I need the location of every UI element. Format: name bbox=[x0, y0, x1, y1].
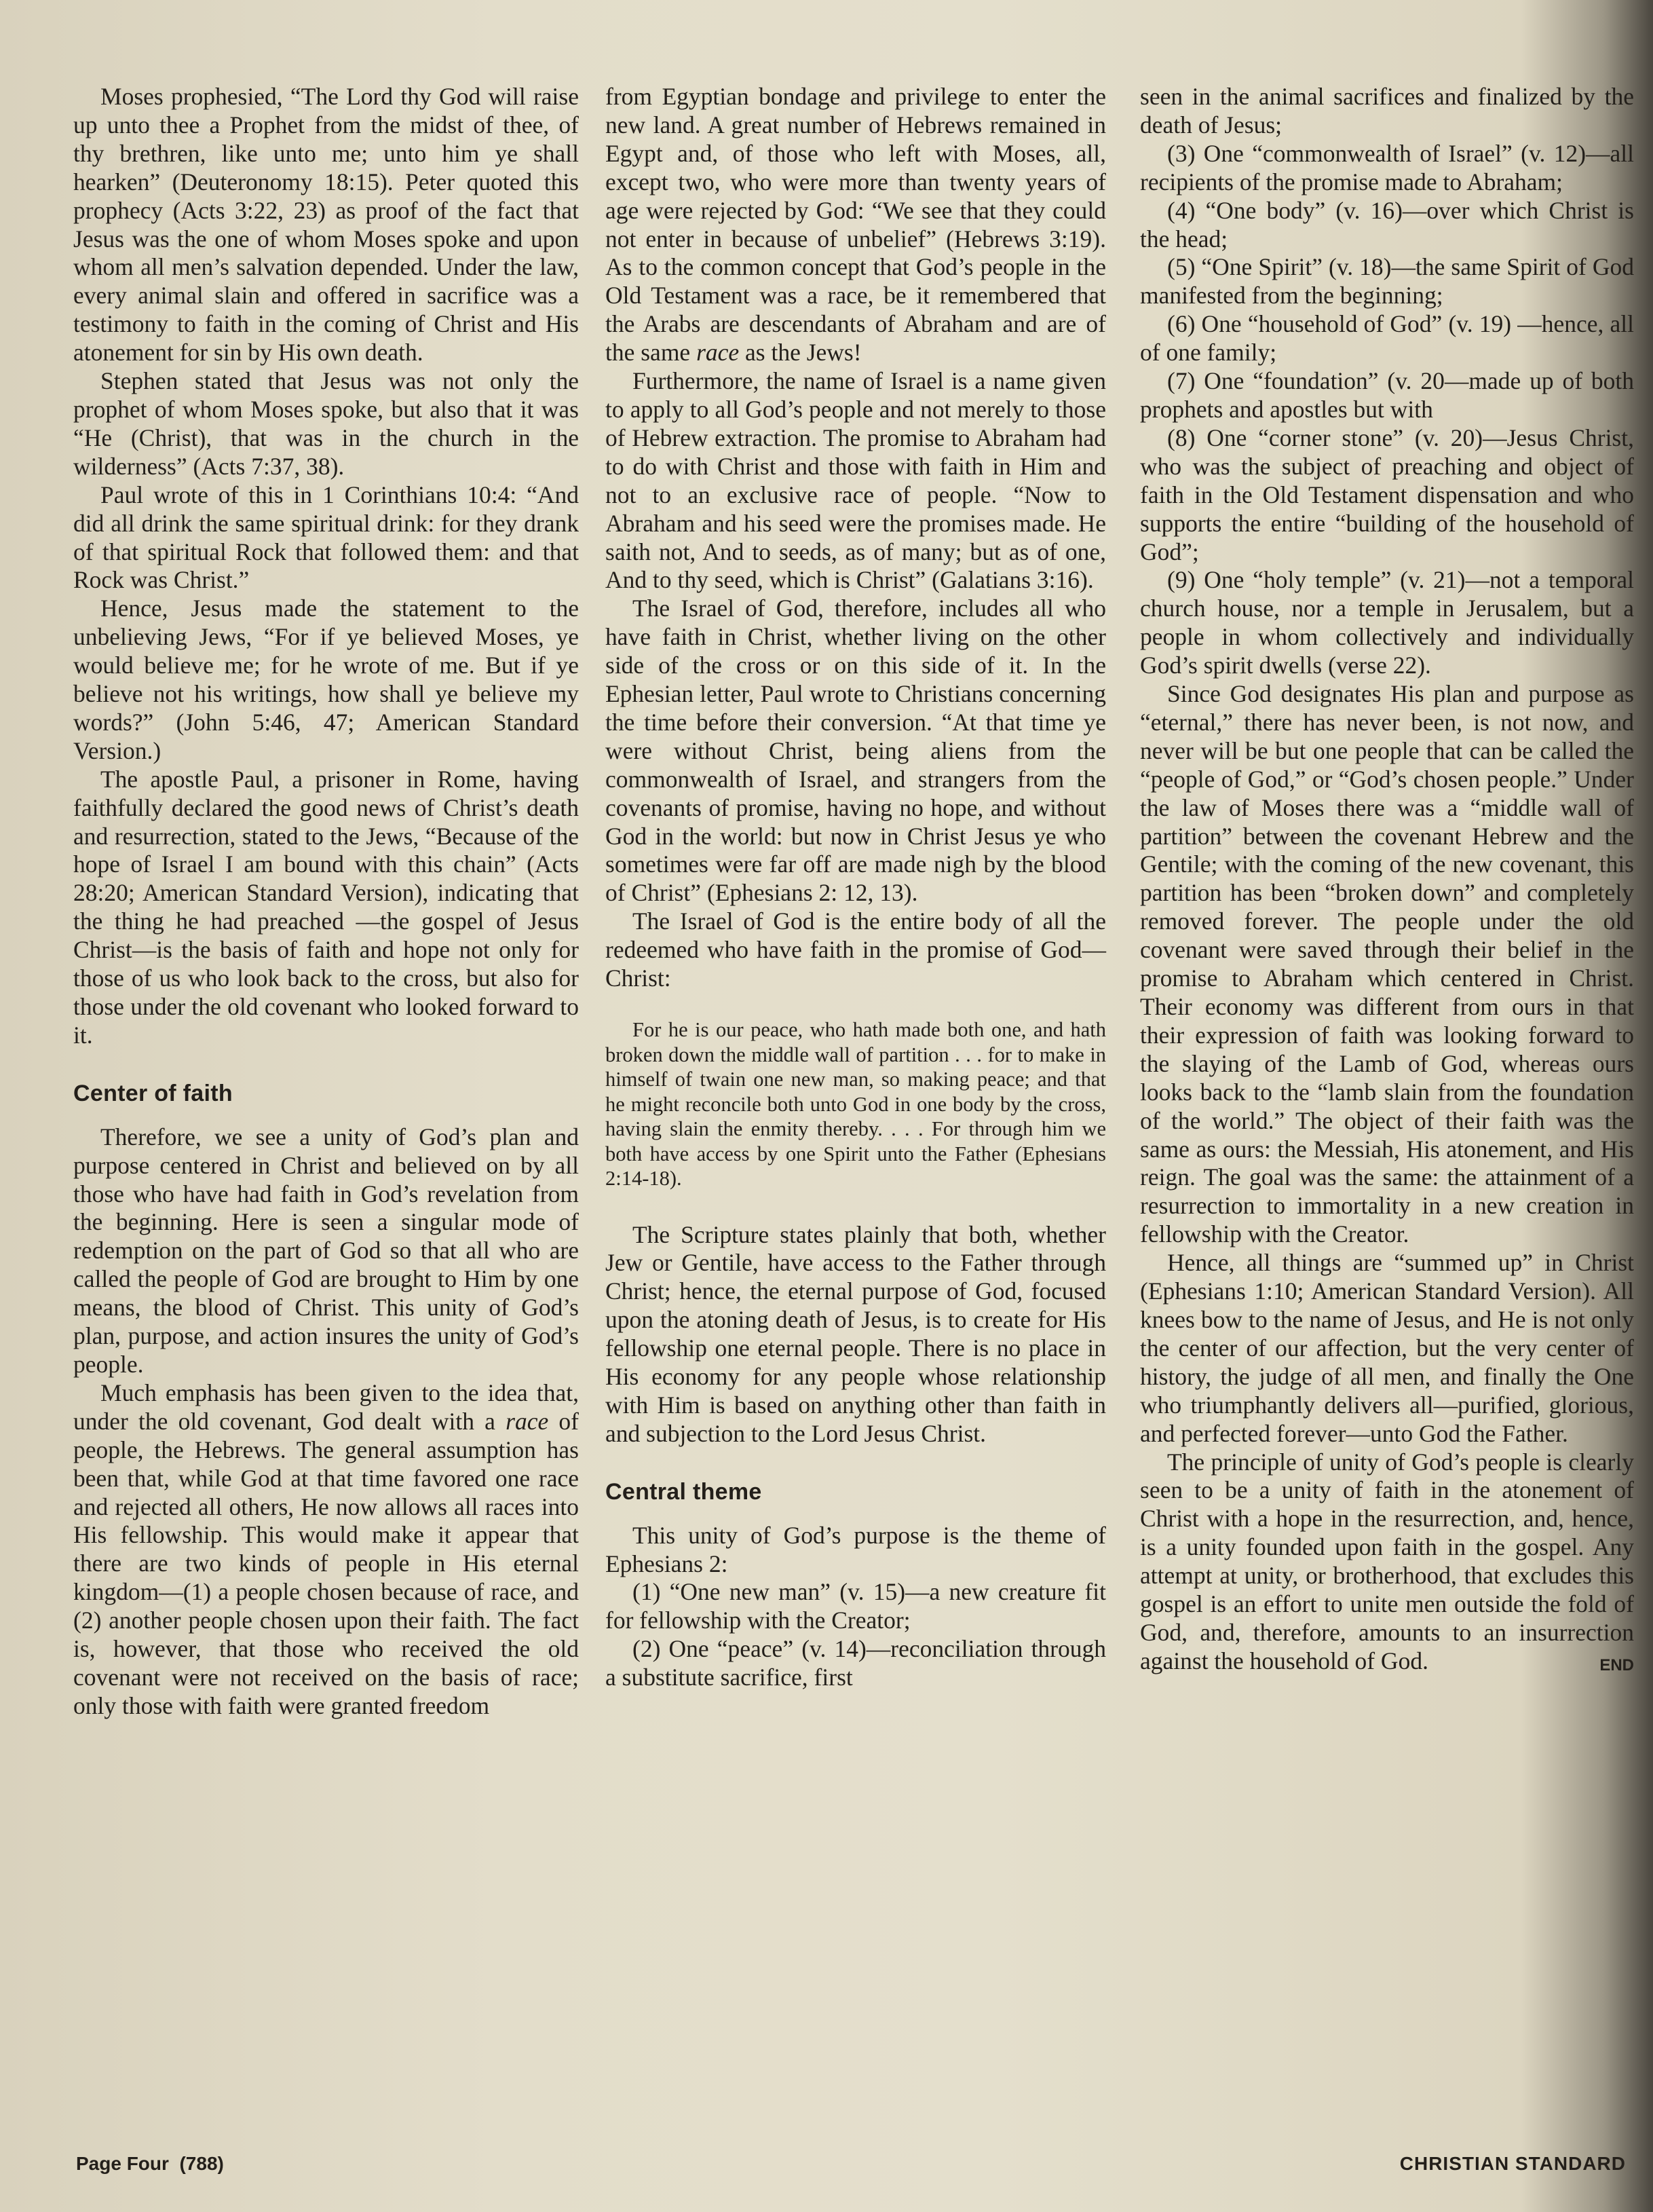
paragraph: This unity of God’s purpose is the theme of Ephesians 2: bbox=[605, 1521, 1106, 1577]
end-mark: END bbox=[1599, 1655, 1634, 1674]
section-heading-center-of-faith: Center of faith bbox=[73, 1080, 233, 1106]
page-number: (788) bbox=[179, 2153, 224, 2174]
paragraph: Stephen stated that Jesus was not only the prophet of whom Moses spoke, but also that it was “He (Christ), that was in the church in the wilderness” (Acts 7:37, 38). bbox=[73, 367, 579, 480]
paragraph: The Scripture states plainly that both, whether Jew or Gentile, have access to the Father through Christ; hence, the eternal purpose of God, focused upon the atoning death of Jesus, is to create for His fellowship one eternal people. There is no place in His economy for any people whose relationship with Him is based on anything other than faith in and subjection to the Lord Jesus Christ. bbox=[605, 1220, 1106, 1447]
paragraph: (7) One “foundation” (v. 20—made up of both prophets and apostles but with bbox=[1140, 367, 1634, 423]
paragraph: Paul wrote of this in 1 Corinthians 10:4: “And did all drink the same spiritual drink: for they drank of that spiritual Rock that followed them: and that Rock was Christ.” bbox=[73, 481, 579, 594]
paragraph: (8) One “corner stone” (v. 20)—Jesus Christ, who was the subject of preaching and object of faith in the Old Testament dispensation and who supports the entire “building of the household of God”; bbox=[1140, 424, 1634, 565]
paragraph: seen in the animal sacrifices and finalized by the death of Jesus; bbox=[1140, 83, 1634, 138]
paragraph: (9) One “holy temple” (v. 21)—not a temporal church house, nor a temple in Jerusalem, but a people in whom collectively and individually God’s spirit dwells (verse 22). bbox=[1140, 566, 1634, 679]
article-column-3 bbox=[1140, 83, 1634, 1680]
section-heading-central-theme: Central theme bbox=[605, 1478, 762, 1505]
emphasis-race: race bbox=[696, 339, 740, 367]
paragraph: (4) “One body” (v. 16)—over which Christ is the head; bbox=[1140, 196, 1634, 252]
paragraph: The Israel of God is the entire body of all the redeemed who have faith in the promise of God—Christ: bbox=[605, 907, 1106, 992]
emphasis-race: race bbox=[506, 1407, 549, 1435]
paragraph bbox=[605, 83, 1106, 367]
publication-name: CHRISTIAN STANDARD bbox=[1399, 2153, 1626, 2174]
page-footer-left bbox=[76, 2153, 224, 2175]
article-column-1 bbox=[73, 83, 579, 1721]
paragraph: Therefore, we see a unity of God’s plan and purpose centered in Christ and believed on by all those who have had faith in God’s revelation from the beginning. Here is seen a singular mode of redemption on the part of God so that all who are called the people of God are brought to Him by one means, the blood of Christ. This unity of God’s plan, purpose, and action insures the unity of God’s people. bbox=[73, 1123, 579, 1378]
text-run: Much emphasis has been given to the idea that, under the old covenant, God dealt with a bbox=[73, 1379, 579, 1435]
paragraph: Hence, all things are “summed up” in Christ (Ephesians 1:10; American Standard Version). All knees bow to the name of Jesus, and He is not only the center of our affection, but the very center of history, the judge of all men, and finally the One who triumphantly delivers all—purified, glorious, and perfected forever—unto God the Father. bbox=[1140, 1249, 1634, 1447]
paragraph: Since God designates His plan and purpose as “eternal,” there has never been, is not now, and never will be but one people that can be called the “people of God,” or “God’s chosen people.” Under the law of Moses there was a “middle wall of partition” between the covenant Hebrew and the Gentile; with the coming of the new covenant, this partition has been “broken down” and completely removed forever. The people under the old covenant were saved through their belief in the promise to Abraham which centered in Christ. Their economy was different from ours in that their expression of faith was looking forward to the slaying of the Lamb of God, whereas ours looks back to the “lamb slain from the foundation of the world.” The object of their faith was the same as ours: the Messiah, His atonement, and His reign. The goal was the same: the attainment of a resurrection to immortality in a new creation in fellowship with the Creator. bbox=[1140, 680, 1634, 1248]
paragraph: Hence, Jesus made the statement to the unbelieving Jews, “For if ye believed Moses, ye would believe me; for he wrote of me. But if ye believe not his writings, how shall ye believe my words?” (John 5:46, 47; American Standard Version.) bbox=[73, 595, 579, 764]
text-run: The principle of unity of God’s people is clearly seen to be a unity of faith in the atonement of Christ with a hope in the resurrection, and, hence, is a unity founded upon faith in the gospel. Any attempt at unity, or brotherhood, that excludes this gospel is an effort to unite men outside the fold of God, and, therefore, amounts to an insurrection against the household of God. bbox=[1140, 1448, 1634, 1674]
paragraph: The apostle Paul, a prisoner in Rome, having faithfully declared the good news of Christ’s death and resurrection, stated to the Jews, “Because of the hope of Israel I am bound with this chain” (Acts 28:20; American Standard Version), indicating that the thing he had preached —the gospel of Jesus Christ—is the basis of faith and hope not only for those of us who look back to the cross, but also for those under the old covenant who looked forward to it. bbox=[73, 765, 579, 1049]
paragraph bbox=[1140, 1448, 1634, 1676]
paragraph bbox=[73, 1379, 579, 1721]
page-label: Page Four bbox=[76, 2153, 169, 2174]
paragraph: (3) One “commonwealth of Israel” (v. 12)—all recipients of the promise made to Abraham; bbox=[1140, 139, 1634, 195]
text-run: of people, the Hebrews. The general assumption has been that, while God at that time favored one race and rejected all others, He now allows all races into His fellowship. This would make it appear that there are two kinds of people in His eternal kingdom—(1) a people chosen because of race, and (2) another people chosen upon their faith. The fact is, however, that those who received the old covenant were not received on the basis of race; only those with faith were granted freedom bbox=[73, 1407, 579, 1719]
paragraph: Moses prophesied, “The Lord thy God will raise up unto thee a Prophet from the midst of thee, of thy brethren, like unto me; unto him ye shall hearken” (Deuteronomy 18:15). Peter quoted this prophecy (Acts 3:22, 23) as proof of the fact that Jesus was the one of whom Moses spoke and upon whom all men’s salvation depended. Under the law, every animal slain and offered in sacrifice was a testimony to faith in the coming of Christ and His atonement for sin by His own death. bbox=[73, 83, 579, 367]
text-run: from Egyptian bondage and privilege to enter the new land. A great number of Hebrews remained in Egypt and, of those who left with Moses, all, except two, who were more than twenty years of age were rejected by God: “We see that they could not enter in because of unbelief” (Hebrews 3:19). As to the common concept that God’s people in the Old Testament was a race, be it remembered that the Arabs are descendants of Abraham and are of the same bbox=[605, 83, 1106, 367]
article-column-2 bbox=[605, 83, 1106, 1692]
scripture-quote: For he is our peace, who hath made both one, and hath broken down the middle wall of partition . . . for to make in himself of twain one new man, so making peace; and that he might reconcile both unto God in one body by the cross, having slain the enmity thereby. . . . For through him we both have access by one Spirit unto the Father (Ephesians 2:14-18). bbox=[605, 1018, 1106, 1190]
paragraph: (6) One “household of God” (v. 19) —hence, all of one family; bbox=[1140, 310, 1634, 367]
paragraph: The Israel of God, therefore, includes all who have faith in Christ, whether living on the other side of the cross or on this side of it. In the Ephesian letter, Paul wrote to Christians concerning the time before their conversion. “At that time ye were without Christ, being aliens from the commonwealth of Israel, and strangers from the covenants of promise, having no hope, and without God in the world: but now in Christ Jesus ye who sometimes were far off are made nigh by the blood of Christ” (Ephesians 2: 12, 13). bbox=[605, 595, 1106, 907]
paragraph: (5) “One Spirit” (v. 18)—the same Spirit of God manifested from the beginning; bbox=[1140, 253, 1634, 310]
text-run: as the Jews! bbox=[739, 339, 862, 367]
paragraph: (2) One “peace” (v. 14)—reconciliation through a substitute sacrifice, first bbox=[605, 1635, 1106, 1691]
paragraph: (1) “One new man” (v. 15)—a new creature fit for fellowship with the Creator; bbox=[605, 1578, 1106, 1634]
paragraph: Furthermore, the name of Israel is a name given to apply to all God’s people and not merely to those of Hebrew extraction. The promise to Abraham had to do with Christ and those with faith in Him and not to an exclusive race of people. “Now to Abraham and his seed were the promises made. He saith not, And to seeds, as of many; but as of one, And to thy seed, which is Christ” (Galatians 3:16). bbox=[605, 367, 1106, 594]
